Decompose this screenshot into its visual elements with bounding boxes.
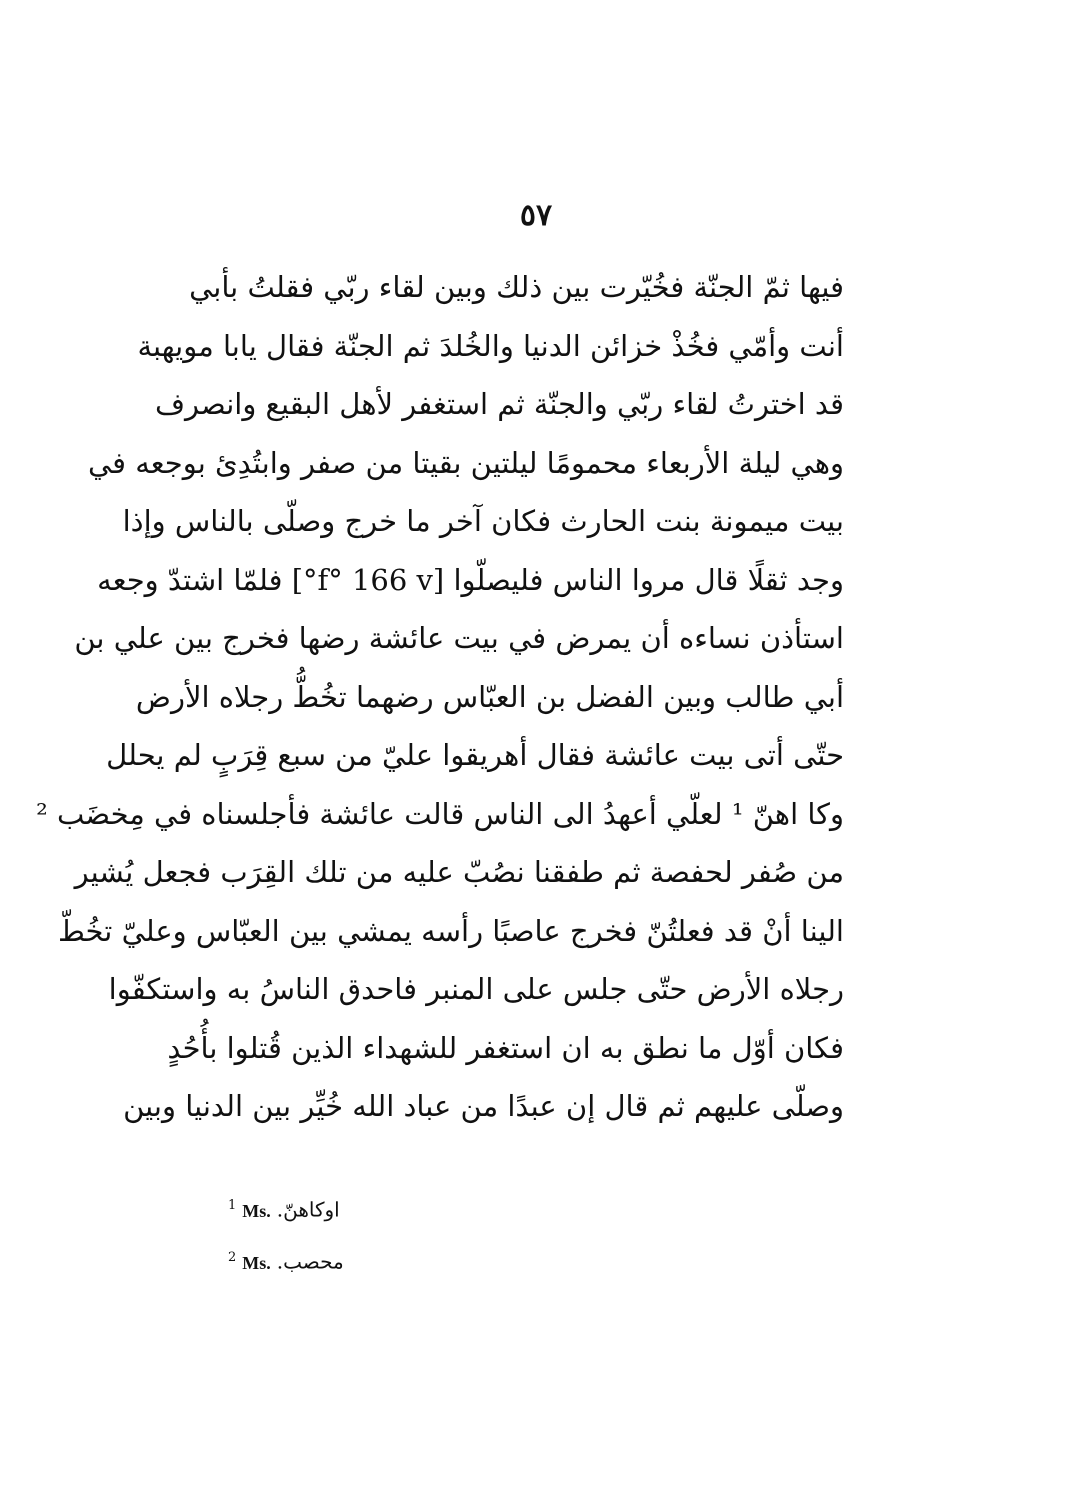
text-line: الينا أنْ قد فعلتُنّ فخرج عاصبًا رأسه يمشي بين العبّاس وعليّ تخُطّ: [58, 913, 844, 948]
footnote-marker: 2: [228, 1250, 237, 1265]
footnote: [228, 1186, 428, 1238]
text-line: أنت وأمّي فخُذْ خزائن الدنيا والخُلدَ ثم الجنّة فقال يابا مويهبة: [137, 328, 844, 363]
text-line: قد اخترتُ لقاء ربّي والجنّة ثم استغفر لأهل البقيع وانصرف: [154, 387, 844, 421]
footnote: [228, 1238, 428, 1290]
footnotes: [228, 1186, 428, 1290]
footnote-text: محصب.: [276, 1249, 344, 1274]
text-line: فكان أوّل ما نطق به ان استغفر للشهداء الذين قُتلوا بأُحُدٍ: [167, 1030, 844, 1065]
text-line: وهي ليلة الأربعاء محمومًا ليلتين بقيتا من صفر وابتُدِئ بوجعه في: [88, 445, 844, 480]
footnote-text: اوكاهنّ.: [276, 1197, 340, 1222]
text-line: أبي طالب وبين الفضل بن العبّاس رضهما تخُطُّ رجلاه الأرض: [135, 679, 844, 714]
text-line: وصلّى عليهم ثم قال إن عبدًا من عباد الله خُيِّر بين الدنيا وبين: [123, 1089, 844, 1123]
text-line: رجلاه الأرض حتّى جلس على المنبر فاحدق الناسُ به واستكفّوا: [108, 972, 844, 1006]
footnote-source: Ms.: [242, 1200, 271, 1221]
body-text: [36, 258, 844, 1136]
text-line: حتّى أتى بيت عائشة فقال أهريقوا عليّ من سبع قِرَبٍ لم يحلل: [106, 738, 844, 772]
text-line: من صُفر لحفصة ثم طفقنا نصُبّ عليه من تلك القِرَب فجعل يُشير: [74, 855, 844, 889]
page-number: ٥٧: [519, 198, 553, 233]
text-line: بيت ميمونة بنت الحارث فكان آخر ما خرج وصلّى بالناس وإذا: [122, 504, 844, 538]
text-line: استأذن نساءه أن يمرض في بيت عائشة رضها فخرج بين علي بن: [74, 621, 844, 655]
footnote-marker: 1: [228, 1198, 237, 1213]
text-line: وجد ثقلًا قال مروا الناس فليصلّوا [f° 166 v°] فلمّا اشتدّ وجعه: [97, 562, 844, 597]
text-line: فيها ثمّ الجنّة فخُيّرت بين ذلك وبين لقاء ربّي فقلتُ بأبي: [189, 270, 844, 304]
text-line: وكا اهنّ ¹ لعلّي أعهدُ الى الناس قالت عائشة فأجلسناه في مِخضَب ²: [36, 796, 844, 831]
footnote-source: Ms.: [242, 1252, 271, 1273]
